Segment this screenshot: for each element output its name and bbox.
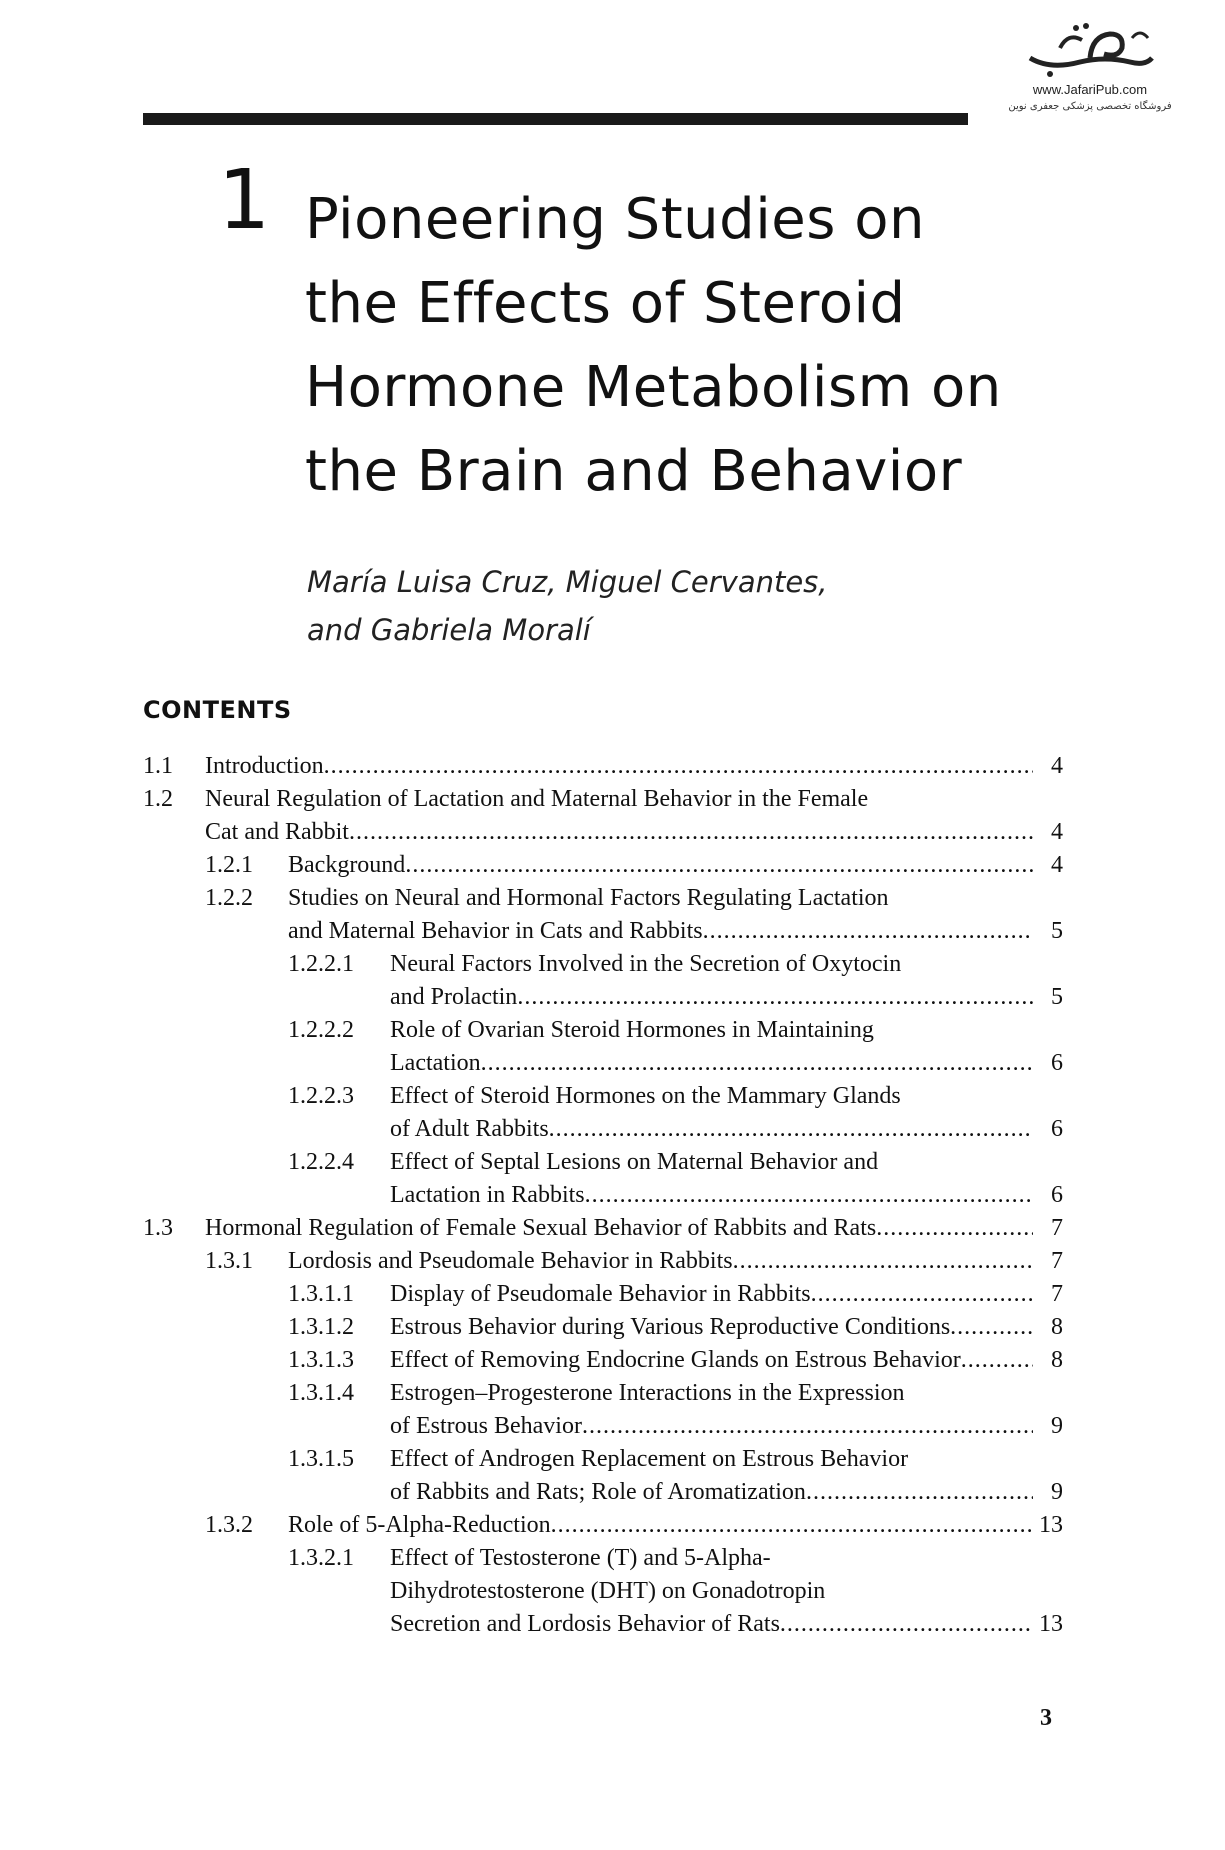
- toc-entry-title: Cat and Rabbit: [205, 819, 349, 845]
- toc-entry[interactable]: [390, 1113, 1063, 1146]
- toc-page-number: 4: [1051, 852, 1063, 878]
- toc-dot-leader: [806, 1476, 1033, 1509]
- publisher-logo: [1000, 18, 1180, 138]
- toc-section-number: 1.3.1: [205, 1248, 253, 1274]
- toc-entry-title: of Rabbits and Rats; Role of Aromatization: [390, 1479, 806, 1505]
- toc-section-number: 1.3.1.5: [288, 1446, 354, 1472]
- toc-entry-line: [143, 915, 1063, 948]
- toc-section-number: 1.2.2: [205, 885, 253, 911]
- toc-entry-title: Effect of Testosterone (T) and 5-Alpha-: [390, 1545, 771, 1571]
- toc-page-number: 13: [1039, 1512, 1063, 1538]
- authors-line: and Gabriela Moralí: [307, 613, 591, 647]
- publisher-logo-mark: [1020, 18, 1160, 80]
- toc-section-number: 1.3.1.4: [288, 1380, 354, 1406]
- toc-page-number: 8: [1051, 1347, 1063, 1373]
- toc-section-number: 1.3.1.2: [288, 1314, 354, 1340]
- toc-entry-line: [143, 1377, 1063, 1410]
- toc-entry-line: [143, 948, 1063, 981]
- toc-entry-title: Neural Factors Involved in the Secretion of Oxytocin: [390, 951, 902, 977]
- toc-entry[interactable]: [205, 750, 1063, 783]
- toc-entry-title: Effect of Septal Lesions on Maternal Behavior and: [390, 1149, 879, 1175]
- toc-entry-line: [143, 1542, 1063, 1575]
- toc-entry[interactable]: [390, 1476, 1063, 1509]
- toc-section-number: 1.3.1.3: [288, 1347, 354, 1373]
- toc-page-number: 4: [1051, 753, 1063, 779]
- toc-page-number: 7: [1051, 1215, 1063, 1241]
- toc-entry-title: Effect of Androgen Replacement on Estrous Behavior: [390, 1446, 909, 1472]
- toc-entry-line: [143, 1179, 1063, 1212]
- toc-dot-leader: [349, 816, 1033, 849]
- toc-entry-line: [143, 1608, 1063, 1641]
- toc-dot-leader: [551, 1509, 1033, 1542]
- chapter-title: [305, 178, 1125, 514]
- page-number: 3: [1040, 1705, 1052, 1731]
- toc-dot-leader: [582, 1410, 1033, 1443]
- toc-entry-title: Estrous Behavior during Various Reproductive Conditions: [390, 1314, 951, 1340]
- toc-entry[interactable]: [390, 1410, 1063, 1443]
- toc-dot-leader: [549, 1113, 1033, 1146]
- authors-line: María Luisa Cruz, Miguel Cervantes,: [307, 565, 828, 599]
- toc-dot-leader: [703, 915, 1033, 948]
- toc-section-number: 1.2.2.1: [288, 951, 354, 977]
- toc-entry[interactable]: [390, 1179, 1063, 1212]
- toc-entry-line: [143, 1311, 1063, 1344]
- toc-entry-title: of Adult Rabbits: [390, 1116, 549, 1142]
- chapter-title-line: Hormone Metabolism on: [305, 355, 1002, 420]
- toc-page-number: 6: [1051, 1116, 1063, 1142]
- toc-page-number: 7: [1051, 1248, 1063, 1274]
- toc-entry-line: [143, 1014, 1063, 1047]
- toc-dot-leader: [585, 1179, 1033, 1212]
- toc-section-number: 1.2.1: [205, 852, 253, 878]
- toc-dot-leader: [324, 750, 1033, 783]
- publisher-store-name: فروشگاه تخصصی پزشکی جعفری نوین: [1008, 101, 1172, 112]
- toc-entry-title: Secretion and Lordosis Behavior of Rats: [390, 1611, 780, 1637]
- toc-entry-title: Introduction: [205, 753, 324, 779]
- top-rule: [143, 113, 968, 125]
- toc-entry-title: Hormonal Regulation of Female Sexual Behavior of Rabbits and Rats: [205, 1215, 877, 1241]
- toc-entry-line: [143, 1212, 1063, 1245]
- toc-entry-title: Estrogen–Progesterone Interactions in the Expression: [390, 1380, 905, 1406]
- chapter-number: 1: [218, 153, 271, 248]
- toc-entry-title: Lactation: [390, 1050, 481, 1076]
- toc-section-number: 1.3.1.1: [288, 1281, 354, 1307]
- toc-entry-title: Effect of Steroid Hormones on the Mammary Glands: [390, 1083, 901, 1109]
- toc-dot-leader: [811, 1278, 1033, 1311]
- toc-page-number: 13: [1039, 1611, 1063, 1637]
- toc-page-number: 8: [1051, 1314, 1063, 1340]
- toc-entry-line: [143, 1080, 1063, 1113]
- toc-entry-line: [143, 816, 1063, 849]
- toc-entry-title: of Estrous Behavior: [390, 1413, 582, 1439]
- toc-section-number: 1.2: [143, 786, 173, 812]
- toc-entry-title: Background: [288, 852, 406, 878]
- toc-entry[interactable]: [205, 1212, 1063, 1245]
- toc-page-number: 4: [1051, 819, 1063, 845]
- publisher-url: www.JafariPub.com: [1032, 82, 1148, 97]
- toc-dot-leader: [733, 1245, 1033, 1278]
- toc-entry-line: [143, 849, 1063, 882]
- toc-entry-line: [143, 1113, 1063, 1146]
- toc-entry-line: [143, 1245, 1063, 1278]
- toc-entry-line: [143, 1278, 1063, 1311]
- toc-entry-line: [143, 1410, 1063, 1443]
- toc-dot-leader: [481, 1047, 1033, 1080]
- toc-entry[interactable]: [390, 1608, 1063, 1641]
- toc-entry[interactable]: [390, 1278, 1063, 1311]
- toc-dot-leader: [876, 1212, 1033, 1245]
- toc-dot-leader: [950, 1311, 1033, 1344]
- toc-entry[interactable]: [288, 1245, 1063, 1278]
- toc-entry-line: [143, 1047, 1063, 1080]
- table-of-contents: [143, 750, 1063, 1641]
- chapter-title-line: the Effects of Steroid: [305, 271, 906, 336]
- toc-entry[interactable]: [390, 981, 1063, 1014]
- contents-heading: CONTENTS: [143, 696, 292, 724]
- toc-entry-title: Role of 5-Alpha-Reduction: [288, 1512, 551, 1538]
- toc-section-number: 1.3: [143, 1215, 173, 1241]
- toc-entry-title: and Prolactin: [390, 984, 518, 1010]
- toc-page-number: 5: [1051, 984, 1063, 1010]
- toc-section-number: 1.2.2.4: [288, 1149, 354, 1175]
- toc-entry-title: and Maternal Behavior in Cats and Rabbits: [288, 918, 703, 944]
- toc-entry[interactable]: [288, 849, 1063, 882]
- toc-section-number: 1.3.2.1: [288, 1545, 354, 1571]
- chapter-authors: [307, 558, 828, 654]
- toc-entry-line: [143, 783, 1063, 816]
- toc-section-number: 1.3.2: [205, 1512, 253, 1538]
- toc-dot-leader: [405, 849, 1033, 882]
- toc-page-number: 7: [1051, 1281, 1063, 1307]
- toc-entry-title: Studies on Neural and Hormonal Factors Regulating Lactation: [288, 885, 889, 911]
- toc-entry-title: Neural Regulation of Lactation and Maternal Behavior in the Female: [205, 786, 869, 812]
- toc-entry-line: [143, 1146, 1063, 1179]
- toc-page-number: 5: [1051, 918, 1063, 944]
- toc-entry-title: Display of Pseudomale Behavior in Rabbits: [390, 1281, 811, 1307]
- toc-page-number: 6: [1051, 1182, 1063, 1208]
- toc-entry-line: [143, 882, 1063, 915]
- toc-entry-title: Effect of Removing Endocrine Glands on Estrous Behavior: [390, 1347, 961, 1373]
- toc-entry-line: [143, 981, 1063, 1014]
- toc-entry[interactable]: [390, 1311, 1063, 1344]
- toc-page-number: 9: [1051, 1479, 1063, 1505]
- toc-entry-title: Role of Ovarian Steroid Hormones in Maintaining: [390, 1017, 874, 1043]
- chapter-title-line: Pioneering Studies on: [305, 187, 925, 252]
- toc-entry-title: Lordosis and Pseudomale Behavior in Rabbits: [288, 1248, 733, 1274]
- chapter-title-line: the Brain and Behavior: [305, 439, 963, 504]
- toc-entry-line: [143, 750, 1063, 783]
- toc-dot-leader: [961, 1344, 1033, 1377]
- toc-entry[interactable]: [205, 816, 1063, 849]
- toc-dot-leader: [517, 981, 1033, 1014]
- toc-section-number: 1.1: [143, 753, 173, 779]
- toc-entry-line: [143, 1575, 1063, 1608]
- toc-entry-title: Lactation in Rabbits: [390, 1182, 585, 1208]
- toc-entry[interactable]: [288, 1509, 1063, 1542]
- toc-entry-line: [143, 1344, 1063, 1377]
- toc-entry[interactable]: [288, 915, 1063, 948]
- toc-entry[interactable]: [390, 1047, 1063, 1080]
- toc-section-number: 1.2.2.2: [288, 1017, 354, 1043]
- toc-section-number: 1.2.2.3: [288, 1083, 354, 1109]
- toc-page-number: 6: [1051, 1050, 1063, 1076]
- toc-entry-line: [143, 1443, 1063, 1476]
- toc-entry[interactable]: [390, 1344, 1063, 1377]
- toc-entry-line: [143, 1509, 1063, 1542]
- toc-entry-line: [143, 1476, 1063, 1509]
- toc-dot-leader: [780, 1608, 1033, 1641]
- toc-entry-title: Dihydrotestosterone (DHT) on Gonadotropin: [390, 1578, 826, 1604]
- toc-page-number: 9: [1051, 1413, 1063, 1439]
